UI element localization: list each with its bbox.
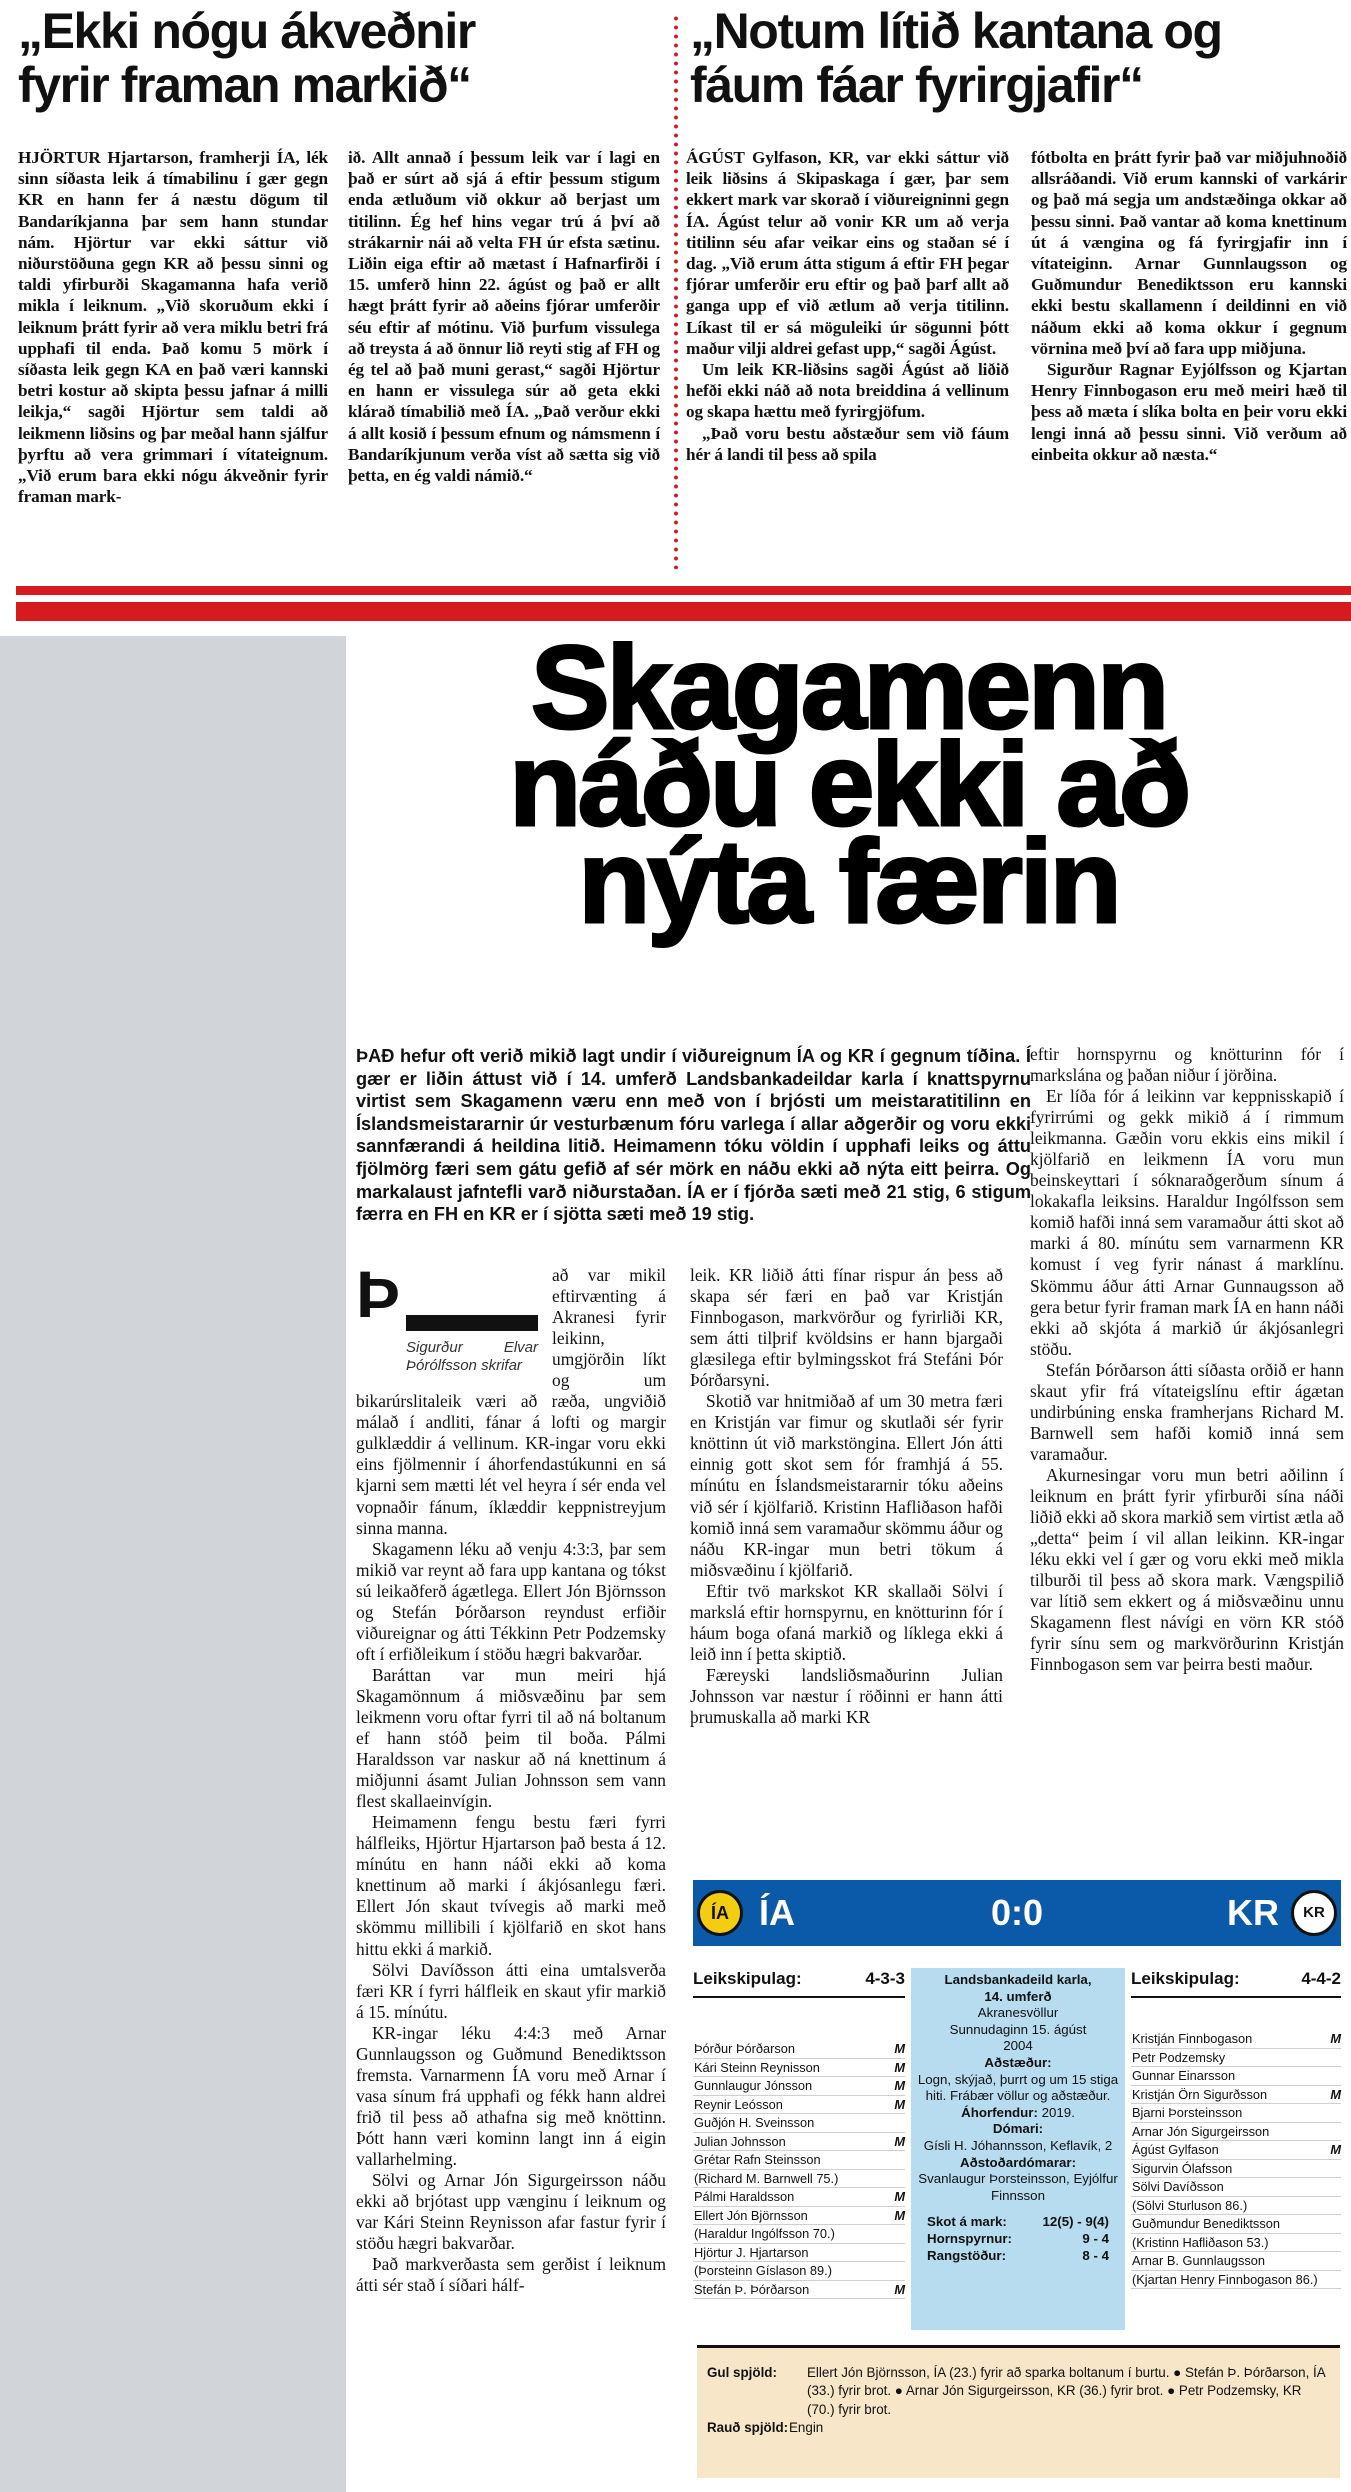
red-cards-text: Engin — [789, 2419, 824, 2435]
story-left-paragraph: HJÖRTUR Hjartarson, framherji ÍA, lék sinn síðasta leik á tímabilinu í gær gegn KR en hann fer á næstu dögum til Bandaríkjanna þar sem hann stundar nám. Hjörtur var ekki sáttur við niðurstöðuna gegn KR að þessu sinni og taldi yfirburði Skagamanna hafa verið mikla í leiknum. „Við skoruðum ekki í leiknum þrátt fyrir að vera miklu betri frá upphafi til enda. Það komu 5 mörk í síðasta leik gegn KA en það væri kannski betri kostur að skipta þessu jafnar á milli leikja,“ sagði Hjörtur sem taldi að leikmenn liðsins og þar meðal hann sjálfur þyrftu að vera grimmari í vítateignum. „Við erum bara ekki nógu ákveðnir fyrir framan mark- — [18, 148, 328, 507]
info-league: Landsbankadeild karla, — [944, 1972, 1092, 1987]
info-date: Sunnudaginn 15. ágúst — [949, 2021, 1087, 2037]
player-row — [1131, 2086, 1341, 2105]
player-row — [1131, 2141, 1341, 2160]
main-first-paragraph — [356, 1257, 666, 1539]
cards-box — [697, 2345, 1340, 2478]
away-player-list — [1131, 2030, 1341, 2289]
main-paragraph: Sölvi og Arnar Jón Sigurgeirsson náðu ekki að brjótast upp vænginu í leiknum og var Kári Steinn Reynisson afar fastur fyrir í stöðu hægri bakvarðar. — [356, 2170, 666, 2254]
main-paragraph: eftir hornspyrnu og knötturinn fór í markslána og þaðan niður í jörðina. — [1030, 1044, 1344, 1086]
story-right-headline — [690, 4, 1350, 112]
yellow-cards-text: Ellert Jón Björnsson, ÍA (23.) fyrir að sparka boltanum í burtu. ● Stefán Þ. Þórðarson, ÍA (33.) fyrir brot. ● Arnar Jón Sigurgeirsson, KR (36.) fyrir brot. ● Petr Podzemsky, KR (70.) fyrir brot. — [807, 2365, 1325, 2417]
player-rating: M — [894, 2281, 905, 2297]
info-assistants: Svanlaugur Þorsteinsson, Eyjólfur Finnsson — [918, 2171, 1118, 2203]
player-name: Julian Johnsson — [694, 2133, 786, 2149]
player-rating: M — [894, 2207, 905, 2223]
main-headline-line2: náðu ekki að — [509, 719, 1188, 851]
player-row — [693, 2244, 905, 2263]
main-paragraph: Stefán Þórðarson átti síðasta orðið er hann skaut yfir frá vítateigslínu eftir ágætan undirbúning enska framherjans Richard M. Barnwell sem hafði komið inná sem varamaður. — [1030, 1359, 1344, 1464]
home-team-name: ÍA — [759, 1892, 795, 1933]
info-referee-label: Dómari: — [992, 2121, 1044, 2137]
story-left-headline-line1: „Ekki nógu ákveðnir — [18, 3, 475, 59]
main-paragraph: Færeyski landsliðsmaðurinn Julian Johnsson var næstur í röðinni er hann átti þrumuskalla að marki KR — [690, 1664, 1003, 1727]
story-left-paragraph: ið. Allt annað í þessum leik var í lagi en það er súrt að sjá á eftir þessum stigum enda ætluðum við okkur að berjast um titilinn. Ég hef hins vegar trú á því að strákarnir nái að velta FH úr efsta sætinu. Liðin eiga eftir að mætast í Hafnarfirði í 15. umferð hinn 22. ágúst og það er allt hægt þrátt fyrir að aðeins fjórar umferðir séu eftir af mótinu. Við þurfum vissulega að treysta á að önnur lið reyti stig af FH og ég tel að það muni gerast,“ sagði Hjörtur en hann er vissulega súr að geta ekki klárað tímabilið með ÍA. „Það verður ekki á allt kosið í þessum efnum og námsmenn í Bandaríkjunum verða víst að sætta sig við þetta, en ég valdi námið.“ — [348, 148, 660, 486]
info-venue: Akranesvöllur — [977, 2005, 1059, 2021]
stat-value: 8 - 4 — [1082, 2247, 1109, 2263]
player-rating: M — [894, 2059, 905, 2075]
player-name: Petr Podzemsky — [1132, 2049, 1226, 2065]
main-column-2 — [690, 1265, 1003, 1728]
story-left-column-1 — [18, 147, 328, 507]
home-formation-label: Leikskipulag: — [693, 1969, 802, 1988]
main-paragraph: KR-ingar léku 4:4:3 með Arnar Gunnlaugsson og Guðmund Benediktsson fremsta. Varnarmenn ÍA voru með Arnar í vasa sínum frá upphafi og fékk hann aldrei frið til þess að athafna sig með knöttinn. Þótt hann væri kominn langt inn á eigin vallarhelming. — [356, 2022, 666, 2169]
main-paragraph: Skotið var hnitmiðað af um 30 metra færi en Kristján var fimur og skutlaði sér fyrir knöttinn út við markstöngina. Ellert Jón átti einnig gott skot sem fór framhjá á 55. mínútu en Íslandsmeistararnir tóku aðeins við sér í kjölfarið. Kristinn Hafliðason hafði komið inná sem varamaður skömmu áður og náðu KR-ingar mun betri tökum á miðsvæðinu í kjölfarið. — [690, 1391, 1003, 1580]
story-right-paragraph: fótbolta en þrátt fyrir það var miðjuhnoðið allsráðandi. Við erum kannski of varkárir og það má segja um andstæðinga okkar að þessu sinni. Það vantar að koma knettinum út á vængina og fá fyrirgjafir inn í vítateiginn. Arnar Gunnlaugsson og Guðmundur Benediktsson eru kannski ekki bestu skallamenn í deildinni en við náðum ekki að koma okkur í gegnum vörnina með því að fara upp miðjuna. — [1031, 148, 1347, 358]
player-rating: M — [1330, 2086, 1341, 2102]
player-rating: M — [1330, 2031, 1341, 2046]
info-year: 2004 — [1003, 2038, 1033, 2054]
player-row — [1131, 2234, 1341, 2253]
player-name: Hjörtur J. Hjartarson — [694, 2244, 809, 2260]
player-name: (Sölvi Sturluson 86.) — [1132, 2197, 1248, 2213]
away-formation-label: Leikskipulag: — [1131, 1969, 1240, 1988]
player-row — [693, 2040, 905, 2059]
player-name: Grétar Rafn Steinsson — [694, 2152, 821, 2167]
main-paragraph: Sölvi Davíðsson átti eina umtalsverða færi KR í fyrri hálfleik en skaut yfir markið á 15. mínútu. — [356, 1959, 666, 2022]
byline-box — [406, 1315, 538, 1375]
player-name: (Þorsteinn Gíslason 89.) — [694, 2263, 832, 2278]
player-rating: M — [1330, 2142, 1341, 2157]
home-player-list — [693, 2040, 905, 2299]
main-headline-line1: Skagamenn — [530, 622, 1167, 754]
info-conditions-label: Aðstæður: — [984, 2054, 1052, 2070]
home-lineup — [693, 1968, 905, 2299]
main-paragraph: Eftir tvö markskot KR skallaði Sölvi í markslá eftir hornspyrnu, en knötturinn fór í háum boga ofaná markið og líklega ekki á leið inn í þetta skiptið. — [690, 1580, 1003, 1664]
byline: Sigurður Elvar Þórólfsson skrifar — [406, 1339, 539, 1374]
player-row — [1131, 2197, 1341, 2216]
main-paragraph: Heimamenn fengu bestu færi fyrri hálfleiks, Hjörtur Hjartarson það besta á 12. mínútu en hann náði ekki að koma knettinum að marki í ákjósanlegu færi. Ellert Jón skaut tvívegis að marki með skömmu millibili í kjölfarið en skot hans hittu ekki á markið. — [356, 1812, 666, 1959]
sidebar-grey-column — [0, 636, 346, 2492]
player-row — [693, 2281, 905, 2300]
player-name: Kristján Finnbogason — [1132, 2031, 1253, 2046]
story-right-paragraph: Um leik KR-liðsins sagði Ágúst að liðið hefði ekki náð að nota breiddina á vellinum og skapa hættu með fyrirgjöfum. — [686, 360, 1009, 422]
info-referee: Gísli H. Jóhannsson, Keflavík, 2 — [923, 2137, 1113, 2153]
player-name: Ágúst Gylfason — [1132, 2142, 1219, 2157]
player-name: Gunnar Einarsson — [1132, 2068, 1236, 2083]
story-right-paragraph: Sigurður Ragnar Eyjólfsson og Kjartan Henry Finnbogason eru með meiri hæð til þess að mæta í slíka bolta en þeir voru ekki lengi inná að þessu sinni. Við verðum að einbeita okkur að næsta.“ — [1031, 360, 1347, 464]
player-name: Arnar Jón Sigurgeirsson — [1132, 2123, 1270, 2139]
player-rating: M — [894, 2096, 905, 2112]
stat-row — [917, 2214, 1119, 2231]
player-name: Stefán Þ. Þórðarson — [694, 2281, 810, 2297]
player-row — [693, 2151, 905, 2170]
stat-value: 9 - 4 — [1082, 2230, 1109, 2246]
player-name: Kári Steinn Reynisson — [694, 2059, 820, 2075]
story-left-column-2 — [348, 147, 660, 486]
main-paragraph: leik. KR liðið átti fínar rispur án þess að skapa sér færi en það var Kristján Finnbogason, markvörður og fyrirliði KR, sem átti tilþrif kvöldsins er hann bjargaði glæsilega eftir bylmingsskot frá Stefáni Þór Þórðarsyni. — [690, 1265, 1003, 1391]
drop-cap: Þ — [356, 1257, 401, 1331]
player-name: Arnar B. Gunnlaugsson — [1132, 2253, 1266, 2268]
stat-row — [917, 2248, 1119, 2265]
player-row — [693, 2262, 905, 2281]
player-row — [1131, 2160, 1341, 2179]
match-score: 0:0 — [990, 1892, 1044, 1933]
stat-value: 12(5) - 9(4) — [1042, 2214, 1109, 2230]
stat-row — [917, 2231, 1119, 2248]
main-paragraph: Skagamenn léku að venju 4:3:3, þar sem mikið var reynt að fara upp kantana og tókst sú leikaðferð ágætlega. Ellert Jón Björnsson og Stefán Þórðarson reyndust erfiðir viðureignar og átti Tékkinn Petr Podzemsky oft í erfiðleikum í stöðu hægri bakvarðar. — [356, 1538, 666, 1664]
scorebox-header — [693, 1880, 1341, 1946]
red-cards-row — [707, 2419, 1328, 2437]
kr-crest-icon: KR — [1291, 1890, 1337, 1936]
player-name: Kristján Örn Sigurðsson — [1132, 2086, 1268, 2102]
player-name: Pálmi Haraldsson — [694, 2189, 795, 2204]
main-column-3 — [1030, 1044, 1344, 1675]
main-paragraph: Akurnesingar voru mun betri aðilinn í leiknum en þrátt fyrir yfirburði sína náði liðið ekki að skora markið sem virtist ætla að „detta“ þeim í vil allan leikinn. KR-ingar léku ekki vel í gær og voru ekki með mikla tilburði til þess að skora mark. Vængspilið var lítið sem ekkert og á miðsvæðinu unnu Skagamenn flest návígi en vörn KR stóð fyrir sínu sem og markvörðurinn Kristján Finnbogason sem var þeirra besti maður. — [1030, 1464, 1344, 1675]
player-row — [693, 2207, 905, 2226]
stat-label: Skot á mark: — [927, 2214, 1007, 2230]
story-left-headline — [18, 4, 668, 112]
player-name: (Kjartan Henry Finnbogason 86.) — [1132, 2271, 1318, 2287]
player-name: Gunnlaugur Jónsson — [694, 2078, 813, 2093]
player-row — [1131, 2049, 1341, 2068]
info-attendance-label: Áhorfendur: — [961, 2104, 1038, 2120]
yellow-cards-label: Gul spjöld: — [707, 2365, 777, 2380]
player-name: Guðmundur Benediktsson — [1132, 2216, 1280, 2231]
main-headline-line3: nýta færin — [578, 816, 1119, 948]
info-assistants-label: Aðstoðardómarar: — [960, 2154, 1076, 2170]
player-row — [693, 2133, 905, 2152]
story-right-headline-line2: fáum fáar fyrirgjafir“ — [690, 57, 1143, 113]
player-rating: M — [894, 2189, 905, 2204]
main-paragraph: Baráttan var mun meiri hjá Skagamönnum á miðsvæðinu þar sem leikmenn voru oftar fyrri til að ná boltanum ef hann stóð þeim til boða. Pálmi Haraldsson var naskur að ná knettinum á miðjunni ásamt Julian Johnsson sem vann flest skallaeinvígin. — [356, 1664, 666, 1812]
column-divider-dotted — [674, 14, 678, 569]
away-lineup — [1131, 1968, 1341, 2289]
away-formation: 4-4-2 — [1301, 1969, 1341, 1988]
home-formation: 4-3-3 — [865, 1969, 905, 1988]
player-row — [693, 2077, 905, 2096]
player-row — [1131, 2271, 1341, 2290]
main-paragraph: Það markverðasta sem gerðist í leiknum átti sér stað í síðari hálf- — [356, 2254, 666, 2296]
player-row — [693, 2170, 905, 2189]
main-lede: ÞAÐ hefur oft verið mikið lagt undir í viðureignum ÍA og KR í gegnum tíðina. Í gær er liðin áttust við í 14. umferð Landsbankadeildar karla í knattspyrnu virtist sem Skagamenn væru enn með von í brjósti um meistaratitilinn en Íslandsmeistararnir úr vesturbænum fóru varlega í allar aðgerðir og voru ekki sannfærandi á heildina litið. Heimamenn tóku völdin í upphafi leiks og áttu fjölmörg færi sem gátu gefið af sér mörk en náðu ekki að nýta eitt þeirra. Og markalaust jafntefli varð niðurstaðan. ÍA er í fjórða sæti með 21 stig, 6 stigum færra en FH en KR er í sjötta sæti með 19 stig. — [356, 1046, 1031, 1225]
match-info-box — [911, 1968, 1125, 2330]
player-name: (Richard M. Barnwell 75.) — [694, 2170, 839, 2186]
player-row — [693, 2059, 905, 2078]
player-name: (Haraldur Ingólfsson 70.) — [694, 2226, 835, 2241]
match-stats — [917, 2214, 1119, 2264]
player-row — [693, 2096, 905, 2115]
home-formation-header — [693, 1968, 905, 1998]
player-name: Guðjón H. Sveinsson — [694, 2115, 815, 2130]
story-right-paragraph: ÁGÚST Gylfason, KR, var ekki sáttur við leik liðsins á Skipaskaga í gær, þar sem ekkert mark var skorað í viðureigninni gegn ÍA. Ágúst telur að vonir KR um að verja titilinn séu afar veikar eins og staðan sé í dag. „Við erum átta stigum á eftir FH þegar fjórar umferðir eru eftir og það þarf allt að ganga upp ef við ætlum að verja titilinn. Líkast til er sá möguleiki úr sögunni þótt maður vilji aldrei gefast upp,“ sagði Ágúst. — [686, 148, 1009, 358]
story-right-paragraph: „Það voru bestu aðstæður sem við fáum hér á landi til þess að spila — [686, 423, 1009, 464]
player-row — [1131, 2030, 1341, 2049]
player-rating: M — [894, 2041, 905, 2056]
player-rating: M — [894, 2133, 905, 2149]
story-right-column-2 — [1031, 147, 1347, 465]
player-row — [1131, 2123, 1341, 2142]
player-name: Ellert Jón Björnsson — [694, 2207, 808, 2223]
player-row — [1131, 2215, 1341, 2234]
info-attendance — [917, 2105, 1119, 2122]
away-team-name: KR — [1227, 1892, 1279, 1933]
byline-bar — [406, 1315, 538, 1331]
stat-label: Hornspyrnur: — [927, 2230, 1012, 2246]
away-formation-header — [1131, 1968, 1341, 1998]
main-first-paragraph-text: að var mikil eftirvænting á Akranesi fyrir leikinn, umgjörðin líkt og um bikarúrslitaleik væri að ræða, ungviðið málað í andliti, fánar á lofti og margir gulklæddir á vellinum. KR-ingar voru ekki eins fjölmennir í áhorfendastúkunni en sá kjarni sem mætti lét vel heyra í sér enda vel vopnaðir fánum, íklæddir keppnistreyjum sinna manna. — [356, 1265, 666, 1538]
player-name: Bjarni Þorsteinsson — [1132, 2105, 1243, 2120]
player-name: Sölvi Davíðsson — [1132, 2179, 1224, 2194]
player-name: (Kristinn Hafliðason 53.) — [1132, 2234, 1269, 2250]
player-name: Sigurvin Ólafsson — [1132, 2160, 1233, 2176]
player-row — [1131, 2252, 1341, 2271]
main-column-1 — [356, 1257, 666, 2296]
stat-label: Rangstöður: — [927, 2247, 1007, 2263]
yellow-cards-row — [707, 2364, 1328, 2419]
player-row — [1131, 2178, 1341, 2197]
section-divider-band — [16, 586, 1351, 595]
player-name: Reynir Leósson — [694, 2096, 783, 2112]
player-rating: M — [894, 2078, 905, 2093]
main-paragraph: Er líða fór á leikinn var keppnisskapið í fyrirrúmi og gekk mikið á í rimmum leikmanna. Gæðin voru ekkis eins mikil í kjölfarið en leikmenn ÍA voru mun beinskeyttari í sóknaraðgerðum sínum á lokakafla leiksins. Haraldur Ingólfsson sem komið hafði inná sem varamaður átti skot að marki á 80. mínútu sem varnarmenn KR komust í veg fyrir nánast á marklínu. Skömmu áður átti Arnar Gunnaugsson að gera betur fyrir framan mark ÍA en hann náði ekki að skjóta á markið úr ákjósanlegri stöðu. — [1030, 1086, 1344, 1359]
red-cards-label: Rauð spjöld: — [707, 2419, 789, 2435]
info-conditions: Logn, skýjað, þurrt og um 15 stiga hiti. Frábær völlur og aðstæður. — [917, 2071, 1119, 2104]
player-row — [1131, 2104, 1341, 2123]
story-right-column-1 — [686, 147, 1009, 465]
player-row — [1131, 2067, 1341, 2086]
main-headline — [346, 622, 1351, 948]
player-row — [693, 2225, 905, 2244]
info-round: 14. umferð — [984, 1988, 1052, 2004]
section-divider-band-thick — [16, 602, 1351, 621]
info-attendance-value: 2019. — [1041, 2104, 1075, 2120]
player-row — [693, 2114, 905, 2133]
player-name: Þórður Þórðarson — [694, 2041, 796, 2056]
player-row — [693, 2188, 905, 2207]
story-left-headline-line2: fyrir framan markið“ — [18, 57, 471, 113]
story-right-headline-line1: „Notum lítið kantana og — [690, 3, 1222, 59]
ia-crest-icon: ÍA — [697, 1890, 743, 1936]
